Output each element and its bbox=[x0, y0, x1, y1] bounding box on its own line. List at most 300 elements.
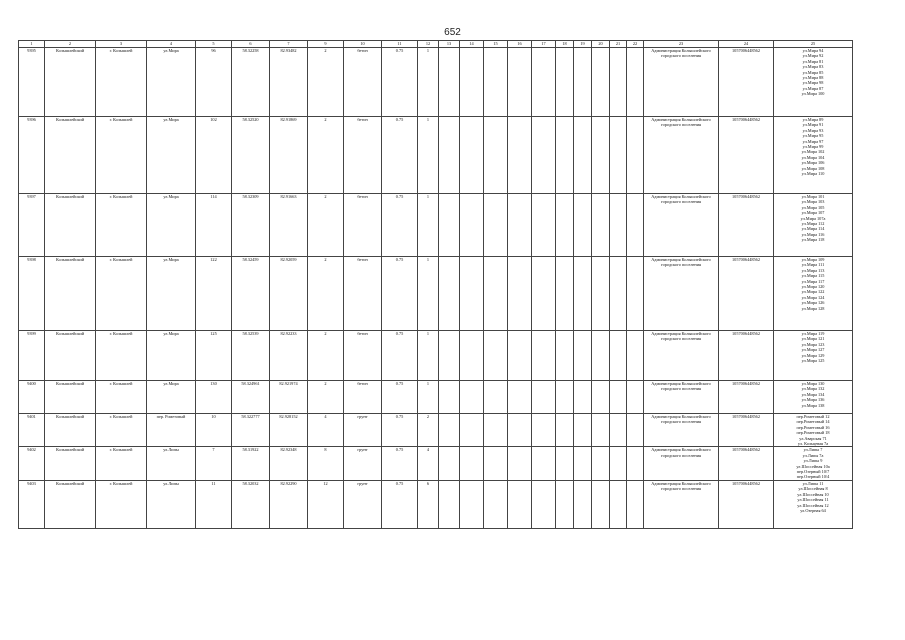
cell-c7: 82.91869 bbox=[270, 117, 308, 194]
cell-c2: Колышлейский bbox=[45, 480, 96, 528]
empty-cell bbox=[627, 447, 644, 480]
address-line: ул.Мира 124 bbox=[801, 294, 825, 300]
cell-c1: 9401 bbox=[19, 414, 45, 447]
empty-cell bbox=[439, 331, 460, 381]
address-line: ул.Мира 125 bbox=[801, 358, 825, 364]
address-line: ул.Мира 113 bbox=[801, 267, 825, 273]
address-line: ул.Мира 123 bbox=[801, 341, 825, 347]
cell-c2: Колышлейский bbox=[45, 381, 96, 414]
cell-c6: 58.31922 bbox=[232, 447, 270, 480]
column-number: 14 bbox=[460, 41, 484, 48]
empty-cell bbox=[610, 257, 627, 331]
cell-c6: 58.32539 bbox=[232, 331, 270, 381]
empty-cell bbox=[574, 257, 592, 331]
cell-c23: Администрация Колышлейского городского поселения bbox=[644, 381, 719, 414]
empty-cell bbox=[627, 414, 644, 447]
cell-c11: 0.75 bbox=[382, 414, 418, 447]
address-line: ул.Шоссейная 10 bbox=[797, 491, 829, 497]
empty-cell bbox=[627, 331, 644, 381]
cell-c7: 82.93482 bbox=[270, 48, 308, 117]
column-number: 7 bbox=[270, 41, 308, 48]
table-row bbox=[19, 480, 853, 528]
empty-cell bbox=[610, 414, 627, 447]
cell-c24: 1057006448562 bbox=[719, 48, 774, 117]
empty-cell bbox=[574, 414, 592, 447]
address-line: ул.Мира 102 bbox=[801, 149, 825, 155]
column-number: 19 bbox=[574, 41, 592, 48]
cell-c12: 1 bbox=[418, 257, 439, 331]
cell-c24: 1057006448562 bbox=[719, 257, 774, 331]
cell-c23: Администрация Колышлейского городского поселения bbox=[644, 257, 719, 331]
address-line: ул.Мира 130 bbox=[801, 381, 825, 386]
cell-c9: 8 bbox=[308, 447, 344, 480]
empty-cell bbox=[574, 381, 592, 414]
empty-cell bbox=[556, 447, 574, 480]
cell-c24: 1057006448562 bbox=[719, 447, 774, 480]
address-line: ул.Шоссейная 10а bbox=[796, 463, 830, 469]
empty-cell bbox=[556, 414, 574, 447]
cell-c9: 2 bbox=[308, 194, 344, 257]
empty-cell bbox=[610, 331, 627, 381]
table-row bbox=[19, 414, 853, 447]
empty-cell bbox=[574, 194, 592, 257]
address-line: ул.Мира 110 bbox=[801, 171, 825, 177]
addresses-cell bbox=[774, 447, 853, 480]
address-line: ул.Мира 89 bbox=[802, 117, 824, 122]
empty-cell bbox=[508, 381, 532, 414]
empty-cell bbox=[439, 257, 460, 331]
cell-c9: 4 bbox=[308, 414, 344, 447]
address-line: ул.Мира 132 bbox=[801, 386, 825, 392]
cell-c11: 0.75 bbox=[382, 381, 418, 414]
empty-cell bbox=[439, 381, 460, 414]
empty-cell bbox=[574, 480, 592, 528]
empty-cell bbox=[460, 194, 484, 257]
addresses-cell bbox=[774, 117, 853, 194]
address-line: ул.Мира 120 bbox=[801, 284, 825, 290]
cell-c3: г. Колышлей bbox=[96, 257, 147, 331]
empty-cell bbox=[532, 447, 556, 480]
cell-c12: 1 bbox=[418, 117, 439, 194]
empty-cell bbox=[610, 480, 627, 528]
address-line: ул.Мира 121 bbox=[801, 336, 825, 342]
empty-cell bbox=[532, 194, 556, 257]
cell-c1: 9395 bbox=[19, 48, 45, 117]
cell-c9: 2 bbox=[308, 117, 344, 194]
empty-cell bbox=[556, 48, 574, 117]
empty-cell bbox=[508, 257, 532, 331]
column-number: 17 bbox=[532, 41, 556, 48]
empty-cell bbox=[484, 48, 508, 117]
empty-cell bbox=[574, 447, 592, 480]
empty-cell bbox=[627, 48, 644, 117]
address-line: ул.Мира 106 bbox=[801, 160, 825, 166]
cell-c12: 6 bbox=[418, 480, 439, 528]
empty-cell bbox=[460, 414, 484, 447]
cell-c12: 1 bbox=[418, 194, 439, 257]
empty-cell bbox=[627, 257, 644, 331]
empty-cell bbox=[484, 381, 508, 414]
address-line: ул.Мира 81 bbox=[802, 58, 824, 64]
empty-cell bbox=[592, 480, 610, 528]
empty-cell bbox=[484, 257, 508, 331]
empty-cell bbox=[556, 257, 574, 331]
column-number: 18 bbox=[556, 41, 574, 48]
cell-c1: 9400 bbox=[19, 381, 45, 414]
column-number: 2 bbox=[45, 41, 96, 48]
empty-cell bbox=[556, 381, 574, 414]
address-line: ул.Шоссейная 8 bbox=[798, 486, 828, 492]
address-line: ул.Мира 105 bbox=[801, 204, 825, 210]
cell-c2: Колышлейский bbox=[45, 48, 96, 117]
registry-table bbox=[18, 40, 853, 529]
address-line: ул.Мира 117 bbox=[801, 278, 825, 284]
address-line: ул.Мира 108 bbox=[801, 165, 825, 171]
addresses-cell bbox=[774, 480, 853, 528]
empty-cell bbox=[460, 257, 484, 331]
cell-c9: 2 bbox=[308, 257, 344, 331]
cell-c7: 82.92059 bbox=[270, 257, 308, 331]
cell-c5: 10 bbox=[196, 414, 232, 447]
cell-c5: 130 bbox=[196, 381, 232, 414]
address-line: ул.Мира 119 bbox=[801, 331, 825, 336]
cell-c5: 122 bbox=[196, 257, 232, 331]
table-row bbox=[19, 117, 853, 194]
address-line: ул.Мира 93 bbox=[802, 127, 824, 133]
address-line: ул.Мира 83 bbox=[802, 64, 824, 70]
empty-cell bbox=[484, 414, 508, 447]
cell-c5: 7 bbox=[196, 447, 232, 480]
address-line: ул.Мира 99 bbox=[802, 144, 824, 150]
address-line: ул.Мира 118 bbox=[801, 237, 825, 243]
cell-c23: Администрация Колышлейского городского поселения bbox=[644, 117, 719, 194]
empty-cell bbox=[439, 48, 460, 117]
address-line: пер.Озерный 10/4 bbox=[796, 474, 830, 480]
address-line: ул.Мира 107а bbox=[800, 215, 826, 221]
cell-c23: Администрация Колышлейского городского поселения bbox=[644, 48, 719, 117]
column-number: 6 bbox=[232, 41, 270, 48]
cell-c11: 0.75 bbox=[382, 48, 418, 117]
empty-cell bbox=[532, 381, 556, 414]
cell-c7: 82.91663 bbox=[270, 194, 308, 257]
cell-c10: бетон bbox=[344, 48, 382, 117]
table-row bbox=[19, 447, 853, 480]
cell-c1: 9396 bbox=[19, 117, 45, 194]
address-line: ул.Мира 122 bbox=[801, 289, 825, 295]
empty-cell bbox=[439, 480, 460, 528]
column-number: 12 bbox=[418, 41, 439, 48]
cell-c1: 9402 bbox=[19, 447, 45, 480]
cell-c3: г. Колышлей bbox=[96, 117, 147, 194]
empty-cell bbox=[484, 447, 508, 480]
cell-c5: 102 bbox=[196, 117, 232, 194]
address-line: ул.Мира 126 bbox=[801, 300, 825, 306]
empty-cell bbox=[556, 331, 574, 381]
empty-cell bbox=[592, 414, 610, 447]
address-line: ул.Липы 9 bbox=[803, 458, 823, 464]
address-line: ул.Мира 97 bbox=[802, 138, 824, 144]
column-number: 13 bbox=[439, 41, 460, 48]
empty-cell bbox=[556, 117, 574, 194]
column-number: 3 bbox=[96, 41, 147, 48]
table-row bbox=[19, 48, 853, 117]
empty-cell bbox=[627, 117, 644, 194]
empty-cell bbox=[556, 480, 574, 528]
cell-c6: 58.32520 bbox=[232, 117, 270, 194]
address-line: пер.Рометовый 14 bbox=[796, 419, 830, 425]
cell-c1: 9399 bbox=[19, 331, 45, 381]
cell-c4: ул.Мира bbox=[147, 381, 196, 414]
column-number: 20 bbox=[592, 41, 610, 48]
cell-c11: 0.75 bbox=[382, 480, 418, 528]
empty-cell bbox=[508, 414, 532, 447]
column-number: 1 bbox=[19, 41, 45, 48]
cell-c6: 58.32258 bbox=[232, 48, 270, 117]
empty-cell bbox=[592, 48, 610, 117]
cell-c24: 1057006448562 bbox=[719, 117, 774, 194]
column-number: 21 bbox=[610, 41, 627, 48]
column-number-row bbox=[19, 41, 853, 48]
column-number: 4 bbox=[147, 41, 196, 48]
address-line: ул.Шоссейная 11 bbox=[797, 497, 829, 503]
cell-c10: грунт bbox=[344, 414, 382, 447]
empty-cell bbox=[610, 447, 627, 480]
cell-c5: 114 bbox=[196, 194, 232, 257]
empty-cell bbox=[460, 331, 484, 381]
address-line: ул.Мира 134 bbox=[801, 391, 825, 397]
address-line: ул.Мира 101 bbox=[801, 194, 825, 199]
address-line: ул.Мира 136 bbox=[801, 397, 825, 403]
cell-c12: 2 bbox=[418, 414, 439, 447]
cell-c4: ул.Мира bbox=[147, 257, 196, 331]
empty-cell bbox=[508, 331, 532, 381]
column-number: 15 bbox=[484, 41, 508, 48]
empty-cell bbox=[532, 414, 556, 447]
empty-cell bbox=[460, 48, 484, 117]
column-number: 5 bbox=[196, 41, 232, 48]
cell-c9: 12 bbox=[308, 480, 344, 528]
table-header bbox=[19, 41, 853, 48]
table-row bbox=[19, 381, 853, 414]
addresses-cell bbox=[774, 381, 853, 414]
empty-cell bbox=[484, 194, 508, 257]
address-line: ул.Мира 87 bbox=[802, 85, 824, 91]
address-line: пер.Рометовый 18 bbox=[796, 430, 830, 436]
empty-cell bbox=[592, 447, 610, 480]
address-line: ул.Мира 104 bbox=[801, 154, 825, 160]
address-line: ул.Мира 128 bbox=[801, 305, 825, 311]
cell-c23: Администрация Колышлейского городского поселения bbox=[644, 414, 719, 447]
cell-c4: ул.Мира bbox=[147, 194, 196, 257]
cell-c2: Колышлейский bbox=[45, 447, 96, 480]
cell-c7: 82.921974 bbox=[270, 381, 308, 414]
cell-c4: ул.Мира bbox=[147, 331, 196, 381]
empty-cell bbox=[574, 331, 592, 381]
cell-c9: 2 bbox=[308, 381, 344, 414]
address-line: ул.Мира 127 bbox=[801, 347, 825, 353]
cell-c23: Администрация Колышлейского городского поселения bbox=[644, 447, 719, 480]
empty-cell bbox=[532, 257, 556, 331]
empty-cell bbox=[592, 117, 610, 194]
cell-c3: г. Колышлей bbox=[96, 414, 147, 447]
addresses-cell bbox=[774, 331, 853, 381]
cell-c12: 4 bbox=[418, 447, 439, 480]
column-number: 11 bbox=[382, 41, 418, 48]
empty-cell bbox=[627, 381, 644, 414]
cell-c7: 82.92233 bbox=[270, 331, 308, 381]
empty-cell bbox=[532, 480, 556, 528]
address-line: ул.Мира 91 bbox=[802, 122, 824, 128]
empty-cell bbox=[439, 194, 460, 257]
cell-c7: 82.92348 bbox=[270, 447, 308, 480]
column-number: 23 bbox=[644, 41, 719, 48]
empty-cell bbox=[439, 447, 460, 480]
cell-c10: грунт bbox=[344, 480, 382, 528]
cell-c12: 1 bbox=[418, 48, 439, 117]
cell-c24: 1057006448562 bbox=[719, 194, 774, 257]
column-number: 16 bbox=[508, 41, 532, 48]
empty-cell bbox=[627, 194, 644, 257]
cell-c5: 96 bbox=[196, 48, 232, 117]
empty-cell bbox=[484, 117, 508, 194]
cell-c23: Администрация Колышлейского городского поселения bbox=[644, 331, 719, 381]
cell-c6: 58.32309 bbox=[232, 194, 270, 257]
cell-c2: Колышлейский bbox=[45, 331, 96, 381]
address-line: пер.Рометовый 16 bbox=[796, 424, 830, 430]
cell-c12: 1 bbox=[418, 381, 439, 414]
empty-cell bbox=[460, 381, 484, 414]
empty-cell bbox=[460, 447, 484, 480]
empty-cell bbox=[508, 447, 532, 480]
address-line: ул.Мира 107 bbox=[801, 210, 825, 216]
address-line: ул.Мира 116 bbox=[801, 231, 825, 237]
address-line: ул.Мира 129 bbox=[801, 352, 825, 358]
empty-cell bbox=[592, 381, 610, 414]
cell-c4: ул.Липы bbox=[147, 447, 196, 480]
address-line: ул.Мира 103 bbox=[801, 199, 825, 205]
cell-c11: 0.75 bbox=[382, 117, 418, 194]
cell-c10: бетон bbox=[344, 257, 382, 331]
empty-cell bbox=[439, 414, 460, 447]
address-line: ул.Мира 115 bbox=[801, 273, 825, 279]
address-line: ул.Мира 109 bbox=[801, 257, 825, 262]
empty-cell bbox=[592, 331, 610, 381]
empty-cell bbox=[592, 194, 610, 257]
cell-c24: 1057006448562 bbox=[719, 381, 774, 414]
addresses-cell bbox=[774, 48, 853, 117]
cell-c3: г. Колышлей bbox=[96, 381, 147, 414]
cell-c24: 1057006448562 bbox=[719, 414, 774, 447]
address-line: ул.Мира 85 bbox=[802, 69, 824, 75]
cell-c5: 125 bbox=[196, 331, 232, 381]
cell-c2: Колышлейский bbox=[45, 194, 96, 257]
cell-c10: грунт bbox=[344, 447, 382, 480]
addresses-cell bbox=[774, 414, 853, 447]
empty-cell bbox=[484, 480, 508, 528]
cell-c4: ул.Мира bbox=[147, 117, 196, 194]
address-line: ул.Мира 100 bbox=[801, 91, 825, 97]
cell-c6: 58.324961 bbox=[232, 381, 270, 414]
empty-cell bbox=[532, 331, 556, 381]
cell-c10: бетон bbox=[344, 117, 382, 194]
cell-c7: 82.92290 bbox=[270, 480, 308, 528]
cell-c4: пер. Рометовый bbox=[147, 414, 196, 447]
cell-c9: 2 bbox=[308, 331, 344, 381]
address-line: ул.Липы 7 bbox=[803, 447, 823, 453]
empty-cell bbox=[610, 194, 627, 257]
empty-cell bbox=[484, 331, 508, 381]
cell-c3: г. Колышлей bbox=[96, 331, 147, 381]
cell-c3: г. Колышлей bbox=[96, 480, 147, 528]
address-line: ул. Кольцевая 7а bbox=[797, 441, 829, 447]
table-row bbox=[19, 194, 853, 257]
cell-c7: 82.928152 bbox=[270, 414, 308, 447]
page-number: 652 bbox=[444, 27, 461, 38]
column-number: 24 bbox=[719, 41, 774, 48]
empty-cell bbox=[610, 381, 627, 414]
cell-c11: 0.75 bbox=[382, 257, 418, 331]
column-number: 10 bbox=[344, 41, 382, 48]
table-row bbox=[19, 257, 853, 331]
empty-cell bbox=[610, 48, 627, 117]
address-line: ул.Мира 94 bbox=[802, 48, 824, 53]
addresses-cell bbox=[774, 194, 853, 257]
address-line: ул.Мира 88 bbox=[802, 75, 824, 81]
cell-c11: 0.75 bbox=[382, 194, 418, 257]
cell-c3: г. Колышлей bbox=[96, 447, 147, 480]
empty-cell bbox=[574, 48, 592, 117]
address-line: ул.Липы 11 bbox=[802, 480, 824, 486]
cell-c1: 9397 bbox=[19, 194, 45, 257]
address-line: ул.Мира 114 bbox=[801, 226, 825, 232]
cell-c4: ул.Мира bbox=[147, 48, 196, 117]
cell-c2: Колышлейский bbox=[45, 117, 96, 194]
empty-cell bbox=[556, 194, 574, 257]
column-number: 22 bbox=[627, 41, 644, 48]
cell-c9: 2 bbox=[308, 48, 344, 117]
cell-c10: бетон bbox=[344, 331, 382, 381]
column-number: 9 bbox=[308, 41, 344, 48]
empty-cell bbox=[532, 48, 556, 117]
cell-c6: 58.32032 bbox=[232, 480, 270, 528]
column-number: 25 bbox=[774, 41, 853, 48]
empty-cell bbox=[508, 194, 532, 257]
cell-c6: 58.322777 bbox=[232, 414, 270, 447]
address-line: ул.Аварская 71 bbox=[799, 435, 827, 441]
cell-c2: Колышлейский bbox=[45, 257, 96, 331]
empty-cell bbox=[610, 117, 627, 194]
address-line: ул.Мира 95 bbox=[802, 133, 824, 139]
table-body bbox=[19, 48, 853, 529]
empty-cell bbox=[460, 117, 484, 194]
address-line: пер.Озерный 10/7 bbox=[796, 469, 830, 475]
cell-c24: 1057006448562 bbox=[719, 331, 774, 381]
address-line: ул.Мира 112 bbox=[801, 221, 825, 227]
address-line: ул.Мира 138 bbox=[801, 402, 825, 408]
cell-c10: бетон bbox=[344, 381, 382, 414]
addresses-cell bbox=[774, 257, 853, 331]
cell-c5: 11 bbox=[196, 480, 232, 528]
cell-c23: Администрация Колышлейского городского поселения bbox=[644, 194, 719, 257]
empty-cell bbox=[592, 257, 610, 331]
empty-cell bbox=[439, 117, 460, 194]
empty-cell bbox=[460, 480, 484, 528]
cell-c2: Колышлейский bbox=[45, 414, 96, 447]
table-row bbox=[19, 331, 853, 381]
cell-c11: 0.75 bbox=[382, 331, 418, 381]
address-line: ул.Мира 111 bbox=[801, 262, 825, 268]
cell-c4: ул.Липы bbox=[147, 480, 196, 528]
